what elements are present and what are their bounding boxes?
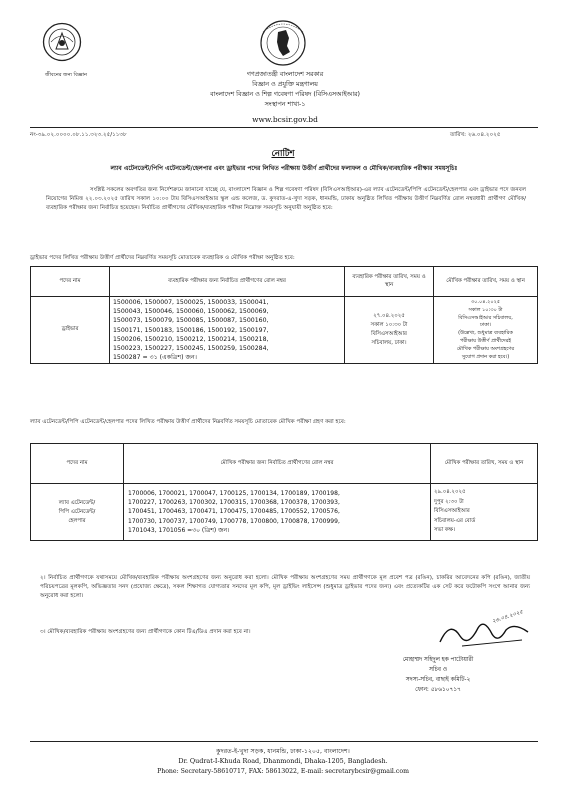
viva-note: সুযোগ প্রদান করা হবে।) — [461, 353, 510, 360]
lab-attendant-schedule-table — [30, 443, 538, 541]
roll-line: 1700227, 1700263, 1700302, 1700315, 1700368, 1700378, 1700393, — [128, 499, 340, 507]
footer-address-en: Dr. Qudrat-I-Khuda Road, Dhanmondi, Dhaka-1205, Bangladesh. — [178, 757, 388, 765]
table1-header-rolls: ব্যবহারিক পরীক্ষার জন্য নির্বাচিত প্রার্থীগণের রোল নম্বর — [110, 267, 345, 297]
table2-rolls — [124, 484, 431, 541]
handwritten-signature — [432, 609, 542, 654]
practical-venue: বিসিএসআইআর — [371, 331, 407, 338]
post-line: হেলপার — [68, 517, 86, 524]
table1-header-post: পদের নাম — [31, 267, 110, 297]
table2-viva-schedule — [431, 484, 538, 541]
notice-subject: ল্যাব এটেনডেন্ট/পিপি এটেনডেন্ট/হেলপার এবং ড্রাইভার পদের লিখিত পরীক্ষায় উত্তীর্ণ প্রার্থীদের ফলাফল ও মৌখিক/ব্যবহারিক পরীক্ষার সময়সূচিঃ — [110, 165, 458, 172]
viva-date: ২৯.০৪.২০২৫ — [434, 489, 466, 496]
roll-line: 1701043, 1701056 =৩০ (ত্রিশ) জন। — [128, 526, 230, 534]
header-line-ministry: বিজ্ঞান ও প্রযুক্তি মন্ত্রণালয় — [252, 81, 318, 88]
viva-time: সকাল ১০:৩০ টা — [468, 306, 503, 313]
bcsir-logo — [42, 22, 82, 62]
signatory-name: মোহাম্মদ সহিদুল হক পাটোয়ারী — [402, 657, 474, 663]
notice-title: নোটিশ — [271, 149, 295, 159]
roll-line: 1500171, 1500183, 1500186, 1500192, 1500197, — [113, 326, 269, 334]
header-line-section: সংস্থাপন শাখা-১ — [264, 101, 306, 108]
driver-schedule-table — [30, 266, 538, 364]
signatory-committee: সদস্য-সচিব, বাছাই কমিটি-২ — [405, 677, 471, 683]
viva-venue: বিসিএসআইআর — [434, 508, 470, 515]
memo-number: নং-৩৯.০২.০০০০.০৮.১১.৩২৩.২৫/১১৩৮ — [30, 132, 127, 138]
roll-line: 1500043, 1500046, 1500060, 1500062, 1500069, — [113, 308, 269, 316]
website-link[interactable]: www.bcsir.gov.bd — [252, 115, 318, 124]
viva-note: (উল্লেখ্য, শুধুমাত্র ব্যবহারিক — [458, 330, 513, 337]
table2-header-viva: মৌখিক পরীক্ষার তারিখ, সময় ও স্থান — [431, 444, 538, 484]
practical-date: ২৭.০৪.২০২৫ — [373, 313, 405, 320]
viva-date: ৩০.০৪.২০২৫ — [470, 299, 501, 306]
practical-venue-2: সচিবালয়, ঢাকা। — [371, 340, 407, 347]
footer-divider — [30, 741, 538, 742]
table1-header-viva: মৌখিক পরীক্ষার তারিখ, সময় ও স্থান — [434, 267, 538, 297]
viva-venue-2: সচিবালয়-এর বোর্ড — [434, 517, 476, 524]
viva-note: মৌখিক পরীক্ষায় অংশগ্রহণের — [456, 345, 515, 352]
note-documents: ২। নির্বাচিত প্রার্থীগণকে যথাসময়ে মৌখিক/ব্যবহারিক পরীক্ষায় অংশগ্রহণের জন্য অনুরোধ করা হলো। মৌখিক পরীক্ষায় অংশগ্রহণের সময় প্রার্থীগণকে মূল প্রবেশ পত্র (রঙিন), চাকরির আবেদনের কপি (রঙিন), জাতীয় পরিচয়পত্রের মূলকপি, অভিজ্ঞতার সনদ (প্রযোজ্য ক্ষেত্রে), সকল শিক্ষাগত যোগ্যতার সনদের মূল কপি, মূল ড্রাইভিং লাইসেন্স (শুধুমাত্র ড্রাইভার পদের জন্য) এবং প্রত্যেকটির এক সেট করে ফটোকপি সংগে আনার জন্য অনুরোধ করা হলো। — [40, 575, 530, 599]
table2-caption: ল্যাব এটেনডেন্ট/পিপি এটেনডেন্ট/হেলপার পদের লিখিত পরীক্ষায় উত্তীর্ণ প্রার্থীদের নিম্নবর্ণিত সময়সূচি মোতাবেক মৌখিক পরীক্ষা গ্রহণ করা হবে: — [30, 419, 346, 425]
post-line: পিপি এটেনডেন্ট/ — [58, 508, 96, 515]
roll-line: 1500073, 1500079, 1500085, 1500087, 1500160, — [113, 317, 269, 325]
viva-venue-3: সভা কক্ষ। — [434, 527, 455, 534]
footer-address-bn: কুদরত-ই-খুদা সড়ক, ধানমন্ডি, ঢাকা-১২০৫, বাংলাদেশ। — [216, 748, 350, 755]
table1-header-practical: ব্যবহারিক পরীক্ষার তারিখ, সময় ও স্থান — [345, 267, 434, 297]
roll-line: 1500287 = ৩১ (একত্রিশ) জন। — [113, 354, 197, 362]
roll-line: 1700730, 1700737, 1700749, 1700778, 1700800, 1700878, 1700999, — [128, 517, 340, 525]
roll-line: 1500006, 1500007, 1500025, 1500033, 1500041, — [113, 299, 269, 306]
roll-line: 1500223, 1500227, 1500245, 1500259, 1500284, — [113, 345, 269, 353]
intro-paragraph: সংশ্লিষ্ট সকলের অবগতির জন্য নির্দেশক্রমে জানানো যাচ্ছে যে, বাংলাদেশ বিজ্ঞান ও শিল্প গবেষণা পরিষদ (বিসিএসআইআর)-এর ল্যাব এটেনডেন্ট/পিপি এটেনডেন্ট/হেলপার এবং ড্রাইভার পদে জনবল নিয়োগের নিমিত্ত ২২.০৩.২০২৫ তারিখ সকাল ১০:০০ টায় বিসিএসআইআর স্কুল এন্ড কলেজ, ড. কুদরাত-এ-খুদা সড়ক, ধানমন্ডি, ঢাকায় অনুষ্ঠিত লিখিত পরীক্ষায় উত্তীর্ণ নিম্নবর্ণিত রোল নম্বরধারী প্রার্থীগণ মৌখিক/ব্যবহারিক পরীক্ষার জন্য নির্বাচিত হয়েছেন। নির্বাচিত প্রার্থীগণের মৌখিক/ব্যবহারিক পরীক্ষা নিম্নোক্ত সময়সূচি অনুযায়ী অনুষ্ঠিত হবে: — [46, 187, 526, 211]
signatory-phone: ফোন: ৫৮৬১০৭১৭ — [415, 687, 461, 693]
header-line-govt: গণপ্রজাতন্ত্রী বাংলাদেশ সরকার — [246, 71, 324, 78]
viva-note: পরীক্ষায় উত্তীর্ণ প্রার্থীদেরই — [460, 338, 511, 344]
logo-caption: জীবনের জন্য বিজ্ঞান — [45, 72, 87, 78]
note-no-ta-da: ৩। মৌখিক/ব্যবহারিক পরীক্ষায় অংশগ্রহণের জন্য প্রার্থীগণকে কোন টিএ/ডিএ প্রদান করা হবে না। — [40, 629, 251, 635]
practical-time: সকাল ১০:৩০ টা — [370, 322, 408, 329]
signatory-title: সচিব ও — [429, 667, 447, 673]
memo-date: তারিখ: ২৬.০৪.২০২৫ — [450, 132, 501, 138]
table1-caption: ড্রাইভার পদের লিখিত পরীক্ষায় উত্তীর্ণ প্রার্থীদের নিম্নবর্ণিত সময়সূচি মোতাবেক ব্যবহারিক ও মৌখিক পরীক্ষা অনুষ্ঠিত হবে: — [30, 255, 295, 261]
divider — [30, 127, 538, 128]
viva-venue-2: ঢাকা। — [479, 322, 491, 329]
roll-line: 1700006, 1700021, 1700047, 1700125, 1700134, 1700189, 1700198, — [128, 490, 340, 497]
header-line-council: বাংলাদেশ বিজ্ঞান ও শিল্প গবেষণা পরিষদ (বিসিএসআইআর) — [210, 91, 360, 98]
post-line: ল্যাব এটেনডেন্ট/ — [58, 499, 96, 506]
table2-header-rolls: মৌখিক পরীক্ষার জন্য নির্বাচিত প্রার্থীগণের রোল নম্বর — [124, 444, 431, 484]
viva-time: দুপুর ২:৩০ টা — [434, 498, 464, 505]
table1-practical-schedule — [345, 297, 434, 364]
government-seal — [248, 18, 318, 68]
roll-line: 1500206, 1500210, 1500212, 1500214, 1500218, — [113, 335, 269, 343]
signature-date: ২৬.০৪.২০২৫ — [491, 609, 524, 625]
table1-rolls — [110, 297, 345, 364]
roll-line: 1700451, 1700463, 1700471, 1700475, 1700485, 1700552, 1700576, — [128, 508, 340, 516]
table1-post: ড্রাইভার — [31, 297, 110, 364]
table1-viva-schedule — [434, 297, 538, 364]
footer-contact: Phone: Secretary-58610717, FAX: 58613022, E-mail: secretarybcsir@gmail.com — [157, 768, 409, 775]
table2-header-post: পদের নাম — [31, 444, 124, 484]
table2-post — [31, 484, 124, 541]
viva-venue: বিসিএসআইআর সচিবালয়, — [458, 314, 513, 321]
